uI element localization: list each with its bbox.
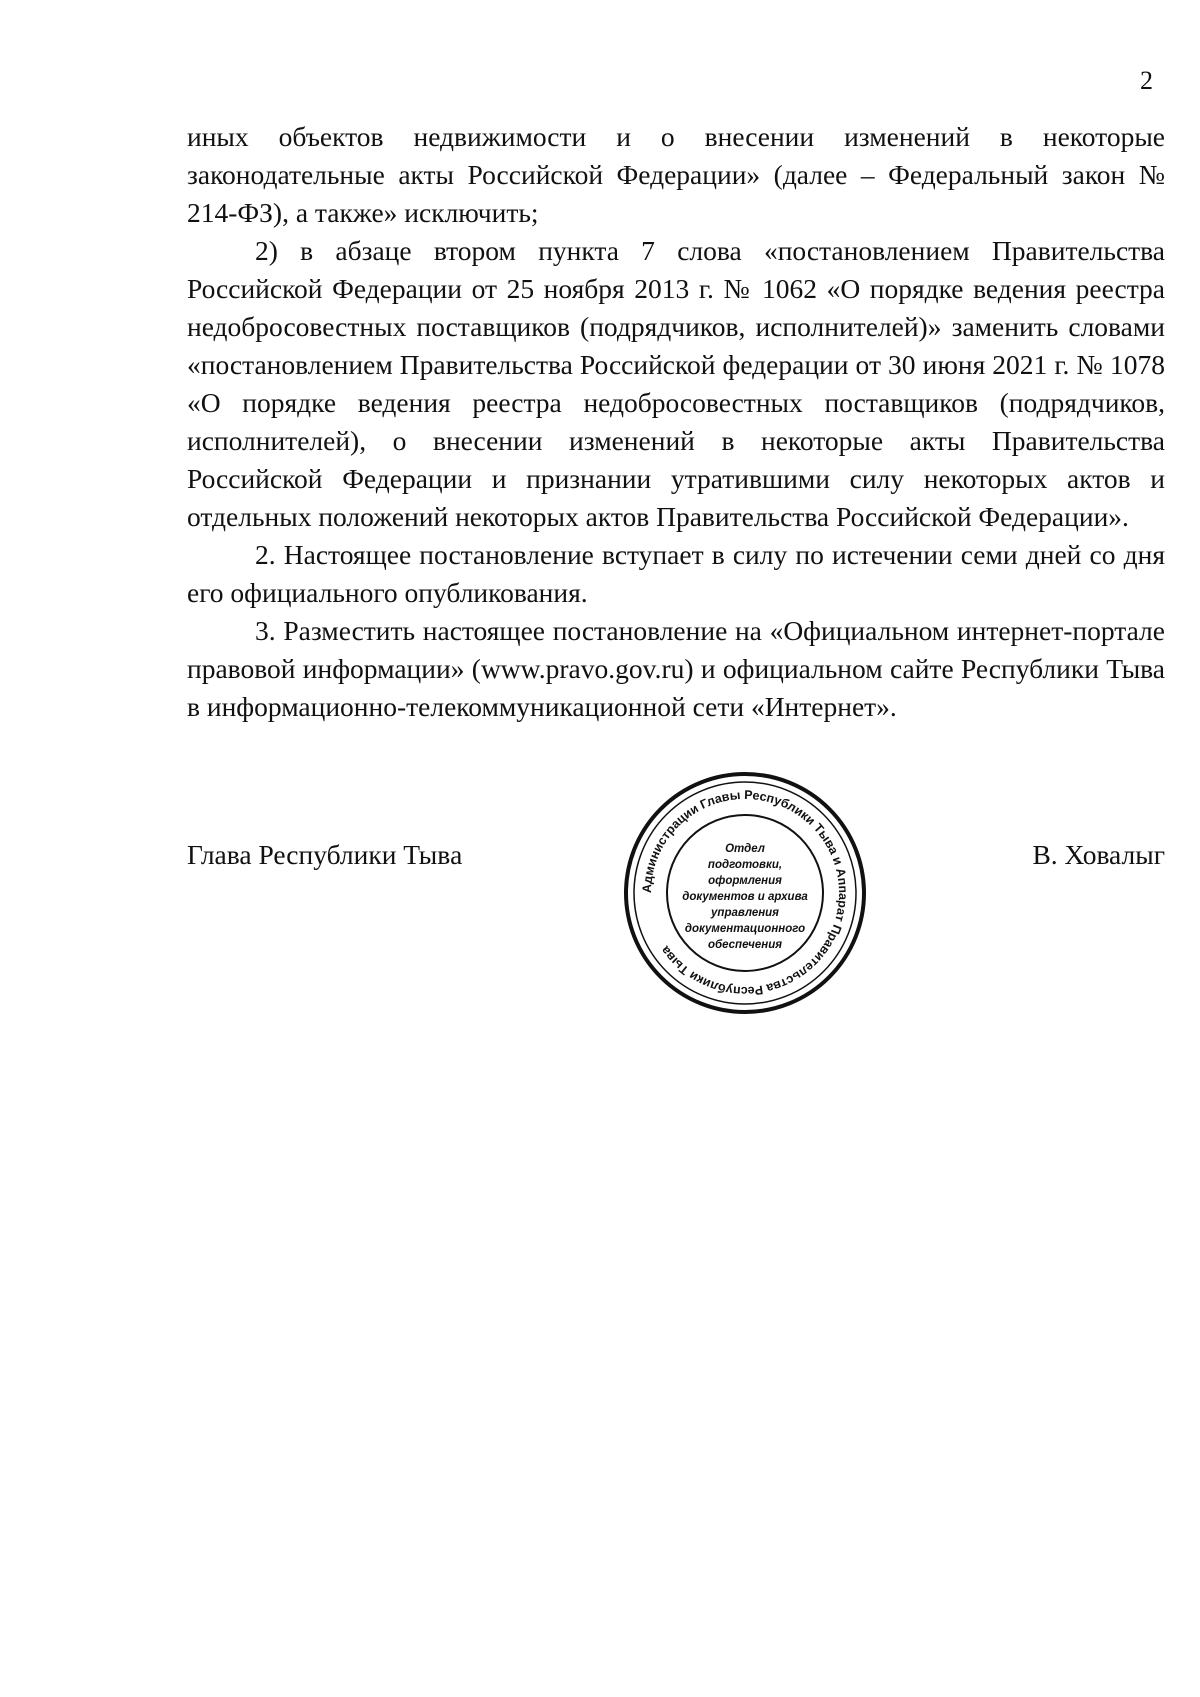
document-body [187, 118, 1165, 726]
seal-center-line: оформления [708, 875, 782, 887]
paragraph-clause-3: 3. Разместить настоящее постановление на «Официальном интернет-портале правовой информации» (www.pravo.gov.ru) и официальном сайте Республики Тыва в информационно-телекоммуникационной сети «Интернет». [187, 615, 1165, 722]
paragraph-clause-2: 2. Настоящее постановление вступает в силу по истечении семи дней со дня его официального опубликования. [187, 539, 1165, 608]
seal-ring-text: Администрации Главы Республики Тыва и Аппарат Правительства Республики Тыва [639, 787, 851, 999]
seal-center-line: управления [711, 907, 779, 919]
seal-center-line: документов и архива [682, 891, 808, 903]
paragraph-continuation: иных объектов недвижимости и о внесении изменений в некоторые законодательные акты Российской Федерации» (далее – Федеральный закон № 214-ФЗ), а также» исключить; [187, 121, 1165, 228]
signatory-name: В. Ховалыг [1032, 839, 1165, 870]
official-seal [620, 768, 870, 1018]
seal-center-text [682, 843, 808, 951]
seal-center-line: подготовки, [707, 859, 783, 871]
seal-center-line: документационного [684, 923, 806, 935]
signatory-position: Глава Республики Тывa [187, 839, 463, 870]
page-number: 2 [1140, 66, 1153, 95]
seal-center-line: Отдел [725, 843, 765, 855]
seal-center-line: обеспечения [707, 939, 783, 951]
paragraph-item-2: 2) в абзаце втором пункта 7 слова «постановлением Правительства Российской Федерации от 25 ноября 2013 г. № 1062 «О порядке ведения реестра недобросовестных поставщиков (подрядчиков, исполнителей)» заменить словами «постановлением Правительства Российской федерации от 30 июня 2021 г. № 1078 «О порядке ведения реестра недобросовестных поставщиков (подрядчиков, исполнителей), о внесении изменений в некоторые акты Правительства Российской Федерации и признании утратившими силу некоторых актов и отдельных положений некоторых актов Правительства Российской Федерации». [187, 235, 1165, 532]
